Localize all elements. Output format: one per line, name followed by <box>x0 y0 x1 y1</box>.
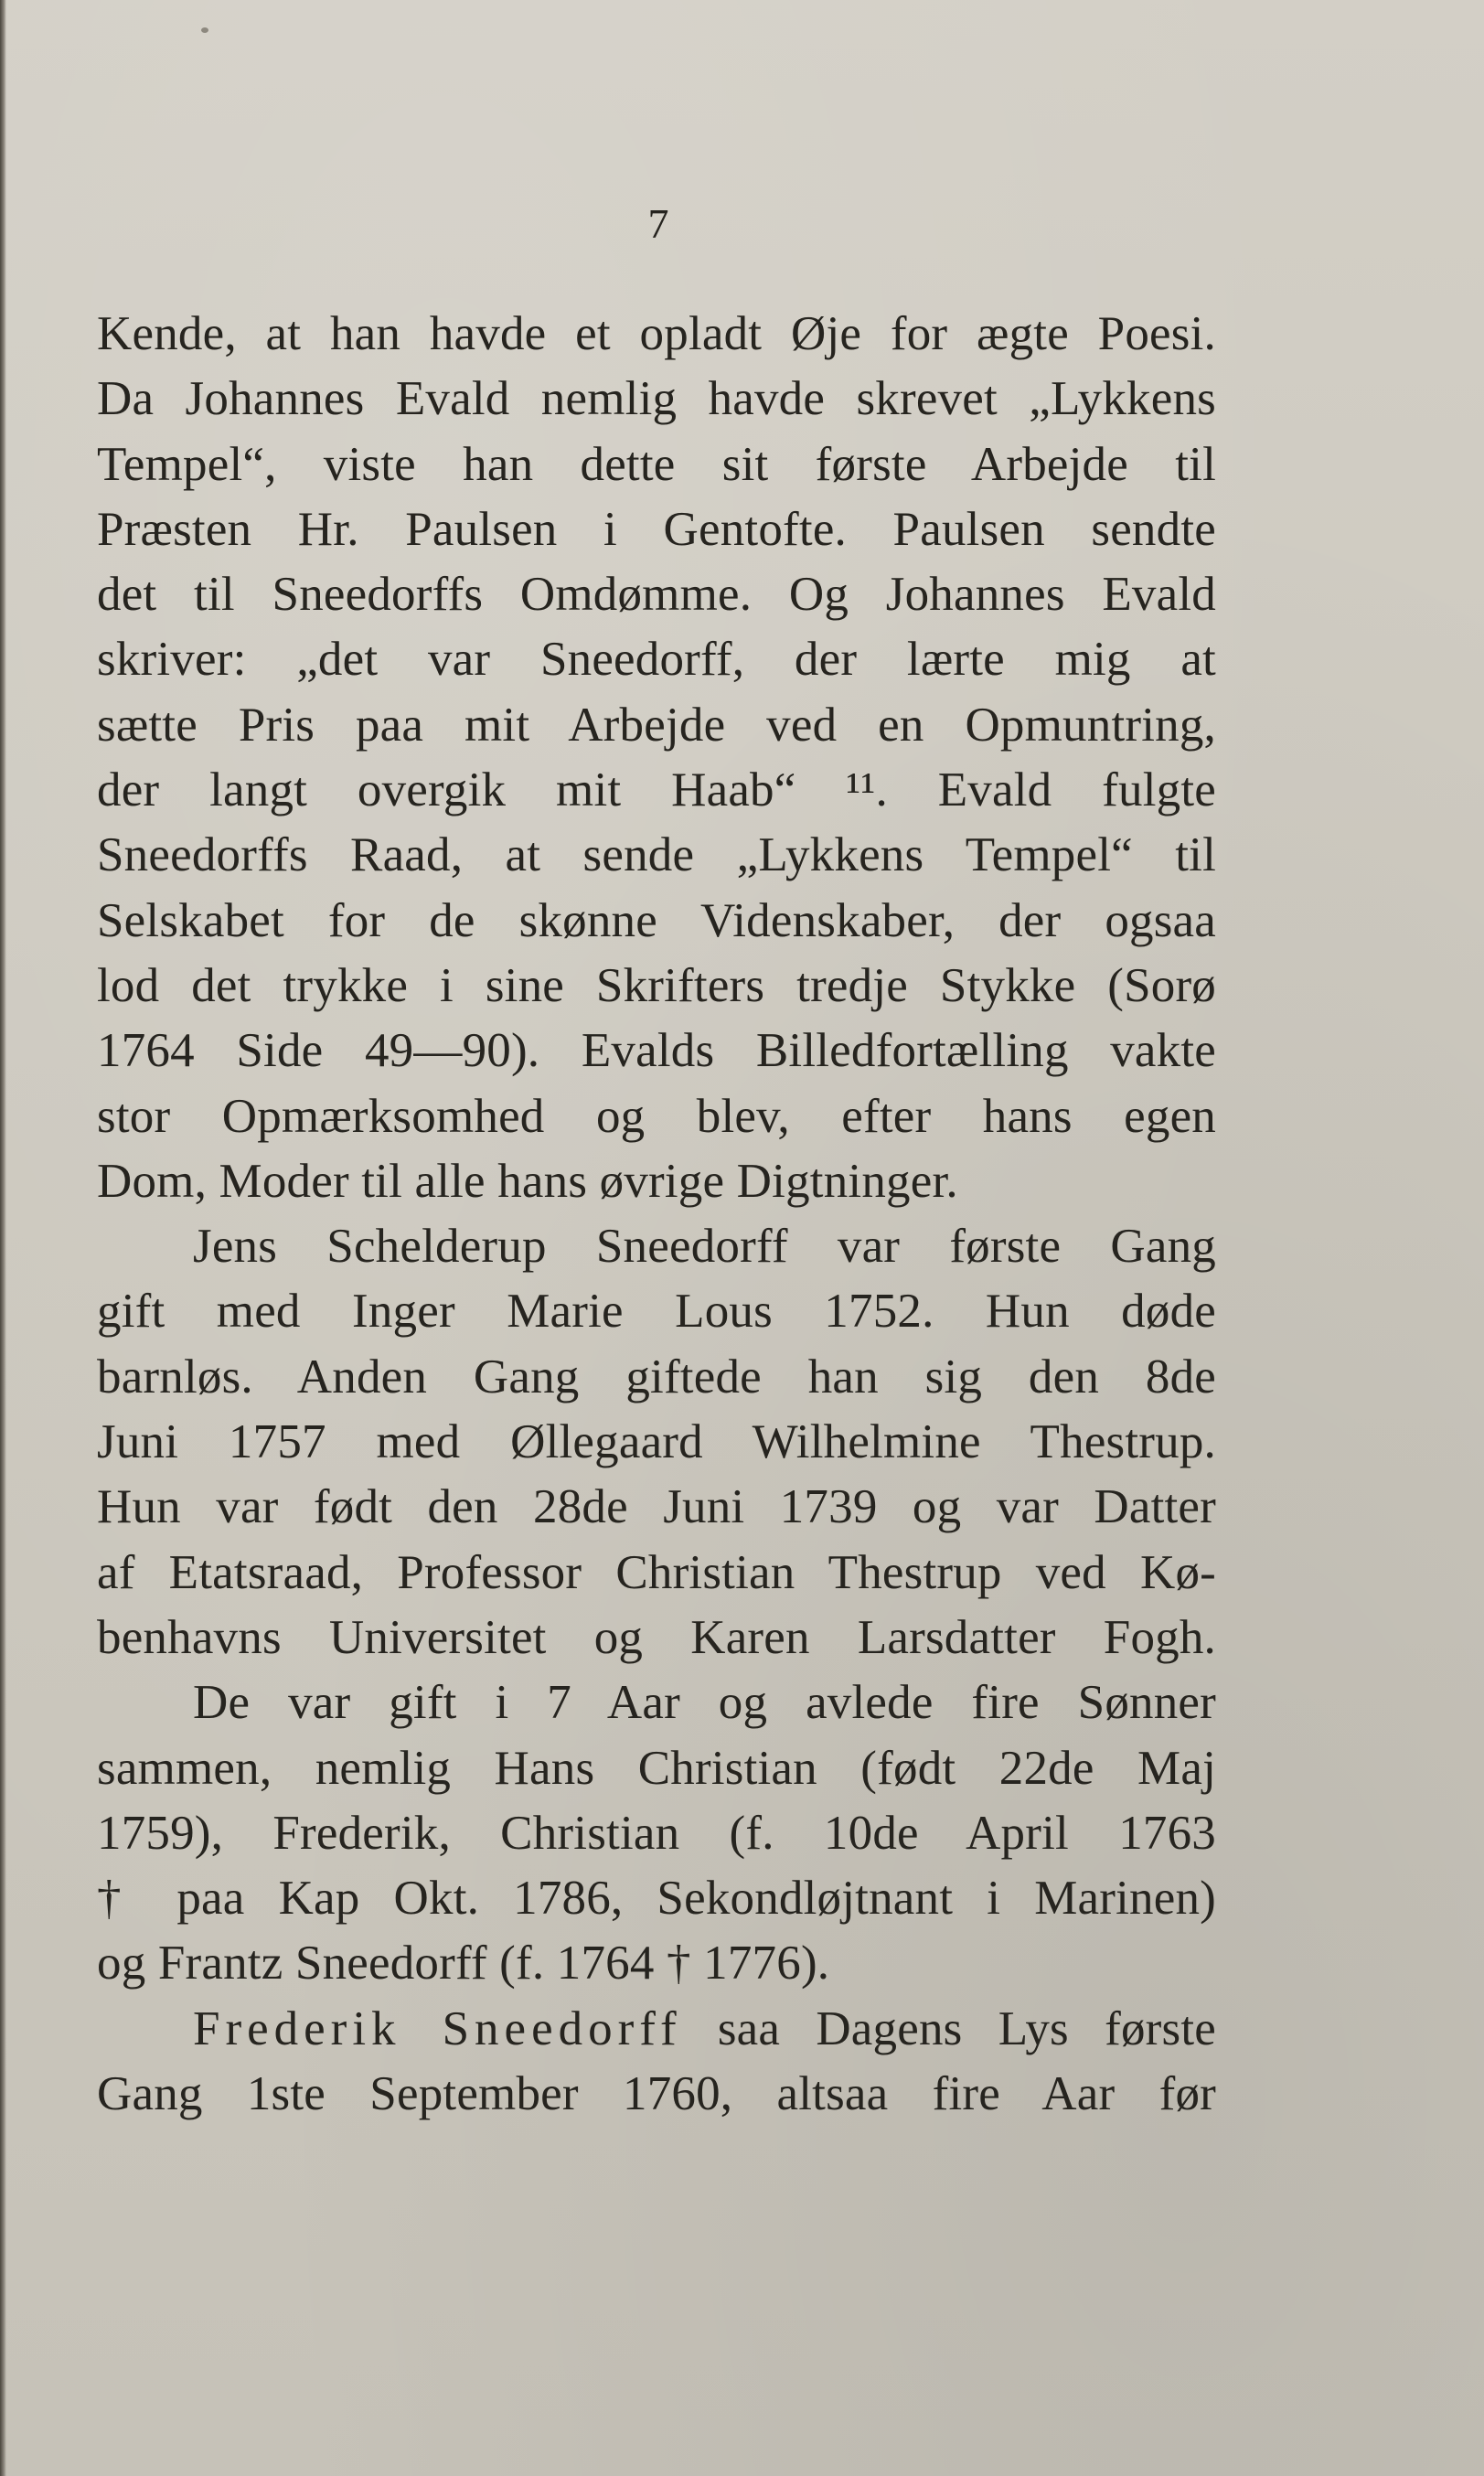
text-line: gift med Inger Marie Lous 1752. Hun døde <box>97 1285 1216 1339</box>
text-line: lod det trykke i sine Skrifters tredje Stykke (Sorø <box>97 958 1216 1012</box>
text-line: Kende, at han havde et opladt Øje for ægte Poesi. <box>97 307 1216 360</box>
text-line: Præsten Hr. Paulsen i Gentofte. Paulsen sendte <box>97 502 1216 556</box>
text-line: Selskabet for de skønne Videnskaber, der ogsaa <box>97 893 1216 947</box>
text-line: Da Johannes Evald nemlig havde skrevet „Lykkens <box>97 372 1216 426</box>
text-line <box>97 1997 1216 2062</box>
text-line: 1764 Side 49—90). Evalds Billedfortælling vakte <box>97 1024 1216 1078</box>
text-line: Gang 1ste September 1760, altsaa fire Aar før <box>97 2067 1216 2121</box>
text-line: Sneedorffs Raad, at sende „Lykkens Tempel“ til <box>97 828 1216 882</box>
text-line: Jens Schelderup Sneedorff var første Gang <box>193 1220 1216 1274</box>
page-number: 7 <box>647 200 669 247</box>
text-line: det til Sneedorffs Omdømme. Og Johannes Evald <box>97 568 1216 622</box>
page-binding-edge <box>0 0 6 2476</box>
text-line: sammen, nemlig Hans Christian (født 22de Maj <box>97 1741 1216 1795</box>
text-line: barnløs. Anden Gang giftede han sig den 8de <box>97 1350 1216 1403</box>
text-line: stor Opmærksomhed og blev, efter hans egen <box>97 1089 1216 1143</box>
text-line: Hun var født den 28de Juni 1739 og var Datter <box>97 1480 1216 1534</box>
text-line: Tempel“, viste han dette sit første Arbejde til <box>97 437 1216 491</box>
text-line: der langt overgik mit Haab“ ¹¹. Evald fulgte <box>97 763 1216 817</box>
body-text <box>97 302 1216 2127</box>
text-line: og Frantz Sneedorff (f. 1764 † 1776). <box>97 1937 830 1990</box>
text-line: De var gift i 7 Aar og avlede fire Sønner <box>193 1676 1216 1730</box>
text-line: † paa Kap Okt. 1786, Sekondløjtnant i Marinen) <box>97 1872 1216 1926</box>
spaced-name: Frederik Sneedorff <box>193 2001 682 2055</box>
text-line: skriver: „det var Sneedorff, der lærte mig at <box>97 633 1216 687</box>
text-line: sætte Pris paa mit Arbejde ved en Opmuntring, <box>97 698 1216 752</box>
paper-speck <box>201 27 208 33</box>
text-line: af Etatsraad, Professor Christian Thestrup ved Kø- <box>97 1545 1216 1599</box>
text-line: Juni 1757 med Øllegaard Wilhelmine Thestrup. <box>97 1415 1216 1469</box>
text-line: 1759), Frederik, Christian (f. 10de April 1763 <box>97 1806 1216 1860</box>
text-line: Dom, Moder til alle hans øvrige Digtninger. <box>97 1154 958 1208</box>
text-line: benhavns Universitet og Karen Larsdatter Fogh. <box>97 1610 1216 1664</box>
text-line-rest: saa Dagens Lys første <box>717 2001 1216 2055</box>
